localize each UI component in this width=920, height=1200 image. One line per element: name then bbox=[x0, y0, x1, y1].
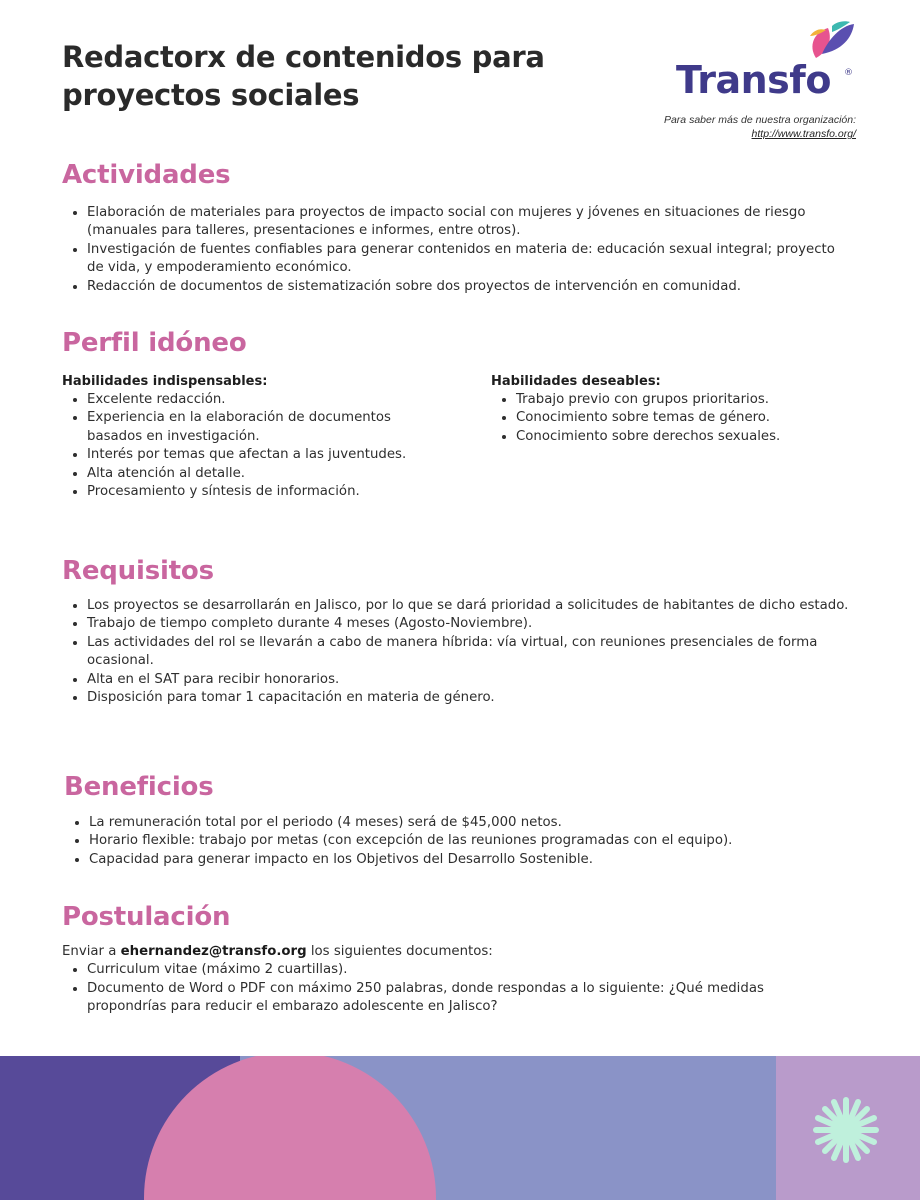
sunburst-icon bbox=[816, 1100, 876, 1160]
logo-text: Transfo bbox=[676, 58, 831, 102]
list-item: • Capacidad para generar impacto en los Objetivos del Desarrollo Sostenible. bbox=[89, 851, 854, 869]
list-item: • Documento de Word o PDF con máximo 250 palabras, donde respondas a lo siguiente: ¿Qué medidas propondrías para reducir el embarazo adolescente en Jalisco? bbox=[87, 980, 842, 1017]
list-item: • Procesamiento y síntesis de información. bbox=[87, 483, 442, 501]
butterfly-icon bbox=[802, 20, 856, 60]
list-item: • Elaboración de materiales para proyectos de impacto social con mujeres y jóvenes en situaciones de riesgo (manuales para talleres, presentaciones e informes, entre otros). bbox=[87, 204, 852, 241]
beneficios-list bbox=[64, 814, 854, 869]
requisitos-list bbox=[62, 597, 852, 707]
list-item: • Las actividades del rol se llevarán a cabo de manera híbrida: vía virtual, con reuniones presenciales de forma ocasional. bbox=[87, 634, 852, 671]
page-title bbox=[62, 38, 622, 114]
list-item: • Conocimiento sobre derechos sexuales. bbox=[516, 428, 871, 446]
list-item: • Trabajo de tiempo completo durante 4 meses (Agosto-Noviembre). bbox=[87, 615, 852, 633]
indispensables-title: Habilidades indispensables: bbox=[62, 374, 268, 389]
list-item: • Redacción de documentos de sistematización sobre dos proyectos de intervención en comunidad. bbox=[87, 278, 852, 296]
registered-mark: ® bbox=[844, 68, 853, 78]
list-item: • Experiencia en la elaboración de documentos basados en investigación. bbox=[87, 409, 442, 446]
list-item: • La remuneración total por el periodo (4 meses) será de $45,000 netos. bbox=[89, 814, 854, 832]
list-item: • Trabajo previo con grupos prioritarios. bbox=[516, 391, 871, 409]
list-item: • Los proyectos se desarrollarán en Jalisco, por lo que se dará prioridad a solicitudes de habitantes de dicho estado. bbox=[87, 597, 852, 615]
deseables-section bbox=[491, 373, 871, 446]
list-item: • Curriculum vitae (máximo 2 cuartillas). bbox=[87, 961, 842, 979]
title-line-2: proyectos sociales bbox=[62, 78, 360, 112]
list-item: • Conocimiento sobre temas de género. bbox=[516, 409, 871, 427]
actividades-list bbox=[62, 204, 852, 296]
org-website-link[interactable]: http://www.transfo.org/ bbox=[751, 128, 856, 140]
deseables-title: Habilidades deseables: bbox=[491, 374, 661, 389]
actividades-heading: Actividades bbox=[62, 160, 231, 190]
intro-prefix: Enviar a bbox=[62, 944, 121, 959]
postulacion-heading: Postulación bbox=[62, 902, 231, 932]
requisitos-heading: Requisitos bbox=[62, 556, 214, 586]
list-item: • Excelente redacción. bbox=[87, 391, 442, 409]
title-line-1: Redactorx de contenidos para bbox=[62, 40, 545, 74]
footer-graphic bbox=[0, 1056, 920, 1200]
list-item: • Horario flexible: trabajo por metas (con excepción de las reuniones programadas con el equipo). bbox=[89, 832, 854, 850]
decorative-footer bbox=[0, 1056, 920, 1200]
postulacion-section bbox=[62, 943, 842, 1017]
perfil-heading: Perfil idóneo bbox=[62, 328, 247, 358]
postulacion-intro bbox=[62, 943, 842, 961]
org-note-text: Para saber más de nuestra organización: bbox=[663, 114, 856, 126]
org-note bbox=[664, 113, 856, 141]
transfo-logo[interactable] bbox=[674, 20, 864, 110]
beneficios-heading: Beneficios bbox=[64, 772, 214, 802]
list-item: • Interés por temas que afectan a las juventudes. bbox=[87, 446, 442, 464]
list-item: • Alta en el SAT para recibir honorarios. bbox=[87, 671, 852, 689]
indispensables-section bbox=[62, 373, 442, 501]
intro-suffix: los siguientes documentos: bbox=[306, 944, 493, 959]
contact-email[interactable]: ehernandez@transfo.org bbox=[120, 944, 307, 959]
list-item: • Disposición para tomar 1 capacitación en materia de género. bbox=[87, 689, 852, 707]
list-item: • Alta atención al detalle. bbox=[87, 465, 442, 483]
list-item: • Investigación de fuentes confiables para generar contenidos en materia de: educación sexual integral; proyecto de vida, y empoderamiento económico. bbox=[87, 241, 852, 278]
